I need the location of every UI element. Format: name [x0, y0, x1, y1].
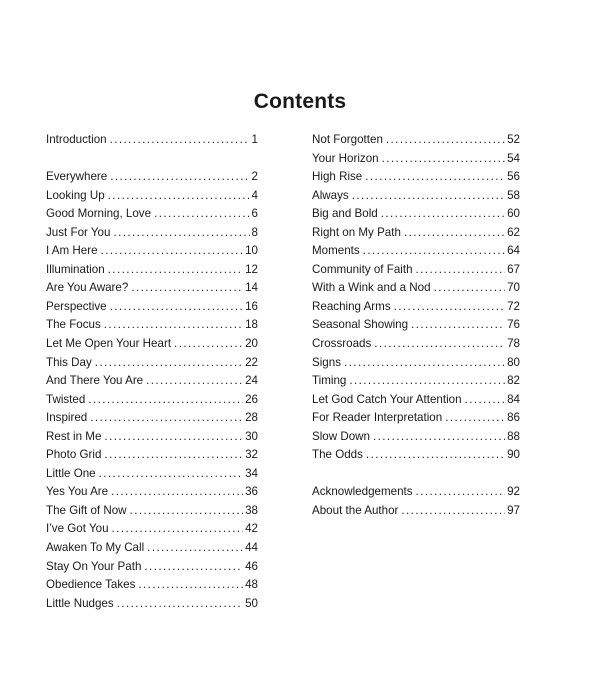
toc-entry-title: Let Me Open Your Heart: [46, 337, 172, 351]
toc-entry: [46, 187, 258, 206]
toc-entry-page: 80: [507, 355, 520, 369]
toc-entry: [312, 316, 520, 335]
dot-leader: [373, 428, 505, 447]
toc-entry-page: 14: [245, 281, 258, 295]
toc-entry-page: 26: [245, 392, 258, 406]
toc-entry: [312, 279, 520, 298]
dot-leader: [401, 502, 505, 521]
toc-entry: [312, 409, 520, 428]
dot-leader: [88, 391, 243, 410]
toc-column-left: [46, 131, 258, 613]
toc-entry: [46, 595, 258, 614]
toc-entry-page: 88: [507, 429, 520, 443]
toc-entry-page: 82: [507, 374, 520, 388]
toc-entry-page: 97: [507, 503, 520, 517]
page-title: Contents: [253, 90, 347, 113]
toc-column-right: [312, 131, 520, 520]
toc-entry-page: 24: [245, 374, 258, 388]
dot-leader: [349, 372, 505, 391]
toc-entry-title: Looking Up: [46, 188, 105, 202]
toc-entry-title: Reaching Arms: [312, 299, 391, 313]
toc-entry-title: The Odds: [312, 448, 363, 462]
toc-entry-title: Rest in Me: [46, 429, 102, 443]
toc-entry: [46, 354, 258, 373]
dot-leader: [99, 465, 243, 484]
toc-entry-page: 28: [245, 411, 258, 425]
toc-entry: [312, 354, 520, 373]
dot-leader: [416, 261, 506, 280]
toc-entry-page: 86: [507, 411, 520, 425]
dot-leader: [110, 298, 244, 317]
toc-entry-title: This Day: [46, 355, 92, 369]
toc-entry-page: 60: [507, 207, 520, 221]
toc-entry-title: Seasonal Showing: [312, 318, 409, 332]
toc-entry-title: Signs: [312, 355, 342, 369]
toc-entry: [312, 502, 520, 521]
toc-entry: [46, 224, 258, 243]
toc-entry-title: Let God Catch Your Attention: [312, 392, 462, 406]
toc-entry-title: Not Forgotten: [312, 133, 383, 146]
toc-entry-page: 56: [507, 170, 520, 184]
toc-entry: [46, 539, 258, 558]
toc-entry: [312, 205, 520, 224]
toc-entry-title: Introduction: [46, 133, 107, 146]
toc-entry: [46, 372, 258, 391]
toc-entry: [46, 502, 258, 521]
toc-entry: [312, 187, 520, 206]
toc-entry-title: Moments: [312, 244, 360, 258]
toc-entry-page: 34: [245, 466, 258, 480]
toc-entry-page: 32: [245, 448, 258, 462]
toc-entry-title: High Rise: [312, 170, 363, 184]
toc-entry-title: I Am Here: [46, 244, 98, 258]
dot-leader: [117, 595, 243, 614]
dot-leader: [112, 520, 244, 539]
dot-leader: [363, 242, 505, 261]
toc-entry-page: 76: [507, 318, 520, 332]
dot-leader: [147, 539, 243, 558]
toc-entry: [312, 168, 520, 187]
toc-entry-title: Timing: [312, 374, 347, 388]
toc-entry: [46, 242, 258, 261]
toc-entry: [46, 558, 258, 577]
toc-entry: [46, 335, 258, 354]
dot-leader: [434, 279, 506, 298]
dot-leader: [113, 224, 249, 243]
toc-entry: [46, 409, 258, 428]
toc-entry: [312, 242, 520, 261]
toc-entry: [46, 168, 258, 187]
toc-entry-title: Acknowledgements: [312, 485, 413, 499]
toc-entry: [312, 391, 520, 410]
dot-leader: [130, 502, 244, 521]
toc-entry-page: 46: [245, 559, 258, 573]
toc-entry-title: Yes You Are: [46, 485, 109, 499]
toc-entry-title: Crossroads: [312, 337, 372, 351]
toc-entry-page: 64: [507, 244, 520, 258]
toc-entry-title: With a Wink and a Nod: [312, 281, 431, 295]
toc-entry-title: Awaken To My Call: [46, 541, 145, 555]
toc-entry: [46, 428, 258, 447]
dot-leader: [366, 446, 505, 465]
dot-leader: [386, 131, 505, 150]
toc-entry-title: Photo Grid: [46, 448, 102, 462]
dot-leader: [111, 483, 243, 502]
toc-entry-page: 92: [507, 485, 520, 499]
toc-entry-title: And There You Are: [46, 374, 144, 388]
dot-leader: [365, 168, 505, 187]
dot-leader: [352, 187, 505, 206]
toc-entry-page: 62: [507, 225, 520, 239]
toc-entry-page: 50: [245, 596, 258, 610]
toc-entry: [46, 391, 258, 410]
dot-leader: [144, 558, 243, 577]
toc-entry: [46, 465, 258, 484]
toc-entry: [312, 261, 520, 280]
dot-leader: [382, 150, 505, 169]
toc-entry-page: 6: [251, 207, 258, 221]
toc-entry-page: 20: [245, 337, 258, 351]
toc-entry: [312, 298, 520, 317]
toc-entry-title: Inspired: [46, 411, 88, 425]
toc-entry-page: 36: [245, 485, 258, 499]
dot-leader: [110, 131, 250, 150]
dot-leader: [146, 372, 243, 391]
dot-leader: [108, 187, 250, 206]
toc-entry: [312, 150, 520, 169]
dot-leader: [104, 446, 243, 465]
toc-entry-page: 70: [507, 281, 520, 295]
toc-entry-title: The Focus: [46, 318, 101, 332]
toc-entry-title: Right on My Path: [312, 225, 401, 239]
toc-entry-title: Everywhere: [46, 170, 108, 184]
toc-entry-title: Twisted: [46, 392, 86, 406]
toc-entry: [46, 131, 258, 150]
dot-leader: [404, 224, 505, 243]
dot-leader: [411, 316, 505, 335]
toc-entry-page: 1: [251, 133, 258, 146]
dot-leader: [108, 261, 243, 280]
toc-entry: [312, 446, 520, 465]
dot-leader: [465, 391, 506, 410]
dot-leader: [138, 576, 243, 595]
dot-leader: [344, 354, 505, 373]
dot-leader: [104, 428, 243, 447]
toc-entry-page: 8: [251, 225, 258, 239]
dot-leader: [101, 242, 244, 261]
toc-entry-page: 42: [245, 522, 258, 536]
toc-entry-page: 78: [507, 337, 520, 351]
toc-entry-title: Perspective: [46, 299, 107, 313]
toc-entry-title: Stay On Your Path: [46, 559, 142, 573]
toc-entry: [312, 335, 520, 354]
toc-entry-page: 90: [507, 448, 520, 462]
toc-entry: [46, 446, 258, 465]
toc-entry-title: I’ve Got You: [46, 522, 109, 536]
dot-leader: [90, 409, 243, 428]
toc-entry-page: 12: [245, 262, 258, 276]
toc-entry: [46, 316, 258, 335]
toc-entry-title: For Reader Interpretation: [312, 411, 443, 425]
dot-leader: [174, 335, 243, 354]
toc-entry-page: 67: [507, 262, 520, 276]
toc-entry-title: Always: [312, 188, 349, 202]
dot-leader: [131, 279, 243, 298]
toc-entry: [46, 520, 258, 539]
toc-entry-page: 54: [507, 151, 520, 165]
dot-leader: [110, 168, 249, 187]
dot-leader: [416, 483, 506, 502]
toc-entry-page: 2: [251, 170, 258, 184]
toc-entry-page: 22: [245, 355, 258, 369]
dot-leader: [95, 354, 243, 373]
toc-entry-title: Big and Bold: [312, 207, 378, 221]
toc-entry-page: 18: [245, 318, 258, 332]
toc-entry-title: Little One: [46, 466, 96, 480]
toc-entry-title: Illumination: [46, 262, 105, 276]
dot-leader: [104, 316, 243, 335]
toc-entry: [46, 576, 258, 595]
toc-entry-title: Just For You: [46, 225, 111, 239]
toc-entry-title: Good Morning, Love: [46, 207, 152, 221]
toc-entry-title: Are You Aware?: [46, 281, 129, 295]
toc-entry-page: 4: [251, 188, 258, 202]
toc-entry: [46, 279, 258, 298]
toc-entry-page: 48: [245, 578, 258, 592]
toc-entry-page: 84: [507, 392, 520, 406]
dot-leader: [394, 298, 505, 317]
toc-entry-title: About the Author: [312, 503, 399, 517]
toc-entry: [312, 428, 520, 447]
toc-entry: [46, 205, 258, 224]
toc-entry-title: Slow Down: [312, 429, 370, 443]
dot-leader: [445, 409, 505, 428]
toc-entry-page: 44: [245, 541, 258, 555]
toc-entry: [312, 483, 520, 502]
toc-entry: [312, 372, 520, 391]
toc-entry-title: Your Horizon: [312, 151, 379, 165]
toc-entry-page: 58: [507, 188, 520, 202]
dot-leader: [381, 205, 505, 224]
toc-entry-page: 52: [507, 133, 520, 146]
toc-entry-title: Community of Faith: [312, 262, 413, 276]
toc-entry-page: 38: [245, 503, 258, 517]
toc-entry: [312, 131, 520, 150]
toc-entry-page: 16: [245, 299, 258, 313]
toc-entry-page: 72: [507, 299, 520, 313]
toc-entry-title: Obedience Takes: [46, 578, 136, 592]
toc-entry: [46, 298, 258, 317]
toc-entry-page: 10: [245, 244, 258, 258]
dot-leader: [154, 205, 249, 224]
toc-entry: [312, 224, 520, 243]
toc-entry: [46, 261, 258, 280]
toc-entry: [46, 483, 258, 502]
dot-leader: [374, 335, 505, 354]
toc-entry-title: Little Nudges: [46, 596, 114, 610]
toc-entry-title: The Gift of Now: [46, 503, 127, 517]
toc-entry-page: 30: [245, 429, 258, 443]
